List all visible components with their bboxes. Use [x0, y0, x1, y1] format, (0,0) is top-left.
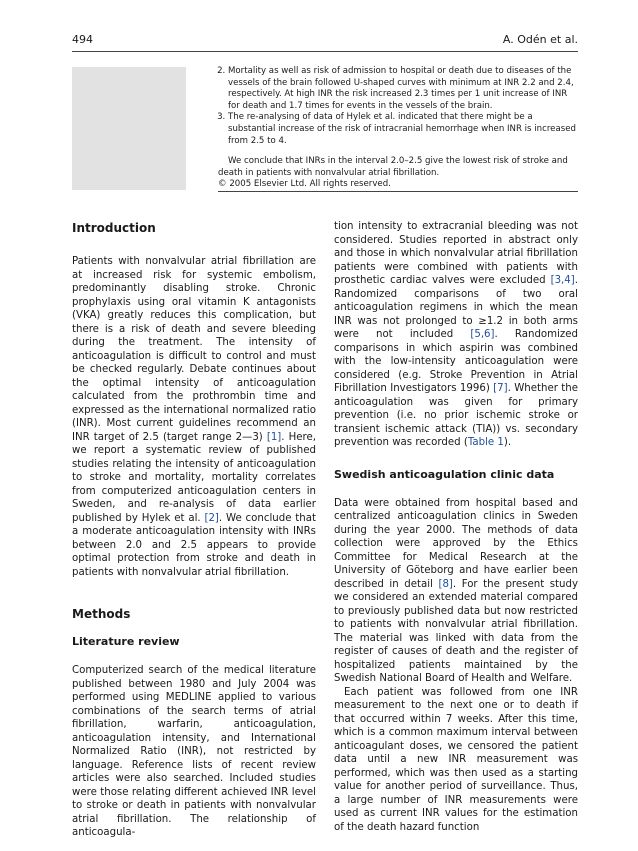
citation-link[interactable]: [8]: [438, 578, 453, 590]
page-number: 494: [72, 33, 93, 46]
introduction-heading: Introduction: [72, 221, 156, 235]
citation-link[interactable]: [7]: [493, 383, 508, 394]
swedish-data-paragraph: Data were obtained from hospital based and centralized anticoagulation clinics in Sweden during the year 2000. The methods of data collection were approved by the Ethics Committee for Medical Research at the University of Göteborg and have earlier been described in detail [8]. For the present study we considered an extended material compared to previously published data but now restricted to patients with nonvalvular atrial fibrillation. The material was linked with data from the register of causes of death and the register of hospitalized patients maintained by the Swedish National Board of Health and Welfare.: [334, 497, 578, 684]
abstract-findings-list: [218, 66, 580, 147]
abstract-item: 2. Mortality as well as risk of admission to hospital or death due to diseases of the vessels of the brain followed U-shaped curves with minimum at INR 2.2 and 2.4, respectively. At high INR the risk increased 2.3 times per 1 unit increase of INR for death and 1.7 times for events in the vessels of the brain.: [228, 66, 580, 112]
left-column: [72, 220, 316, 840]
running-header-authors: A. Odén et al.: [502, 33, 578, 46]
literature-review-paragraph: Computerized search of the medical literature published between 1980 and July 2004 was performed using MEDLINE applied to various combinations of the search terms of atrial fibrillation, warfarin, anticoagulation, anticoagulation intensity, and International Normalized Ratio (INR), not restricted by language. Reference lists of recent review articles were also searched. Included studies were those relating different achieved INR level to stroke or death in patients with nonvalvular atrial fibrillation. The relationship of anticoagula-: [72, 665, 316, 838]
citation-link[interactable]: [2]: [204, 512, 219, 524]
citation-link[interactable]: [3,4]: [550, 275, 575, 286]
literature-review-heading: Literature review: [72, 635, 180, 648]
right-column: [334, 220, 578, 834]
introduction-paragraph: Patients with nonvalvular atrial fibrillation are at increased risk for systemic embolism, predominantly disabling stroke. Chronic prophylaxis using oral vitamin K antagonists (VKA) greatly reduces this complication, but there is a risk of death and severe bleeding during the treatment. The intensity of anticoagulation is difficult to control and must be checked regularly. Debate continues about the optimal intensity of anticoagulation calculated from the prothrombin time and expressed as the international normalized ratio (INR). Most current guidelines recommend an INR target of 2.5 (target range 2—3) [1]. Here, we report a systematic review of published studies relating the intensity of anticoagulation to stroke and mortality, mortality correlates from computerized anticoagulation centers in Sweden, and re-analysis of data earlier published by Hylek et al. [2]. We conclude that a moderate anticoagulation intensity with INRs between 2.0 and 2.5 appears to provide optimal protection from stroke and death in patients with nonvalvular atrial fibrillation.: [72, 256, 316, 578]
abstract-item: 3. The re-analysing of data of Hylek et al. indicated that there might be a substantial increase of the risk of intracranial hemorrhage when INR is increased from 2.5 to 4.: [228, 112, 580, 147]
citation-link[interactable]: [5,6]: [470, 329, 495, 340]
literature-review-continued: tion intensity to extracranial bleeding was not considered. Studies reported in abstract only and those in which nonvalvular atrial fibrillation patients were combined with patients with prosthetic cardiac valves were excluded [3,4]. Randomized comparisons of two oral anticoagulation regimens in which the mean INR was not prolonged to ≥1.2 in both arms were not included [5,6]. Randomized comparisons in which aspirin was combined with the low-intensity anticoagulation were considered (e.g. Stroke Prevention in Atrial Fibrillation Investigators 1996) [7]. Whether the anticoagulation was given for primary prevention (i.e. no prior ischemic stroke or transient ischemic attack (TIA)) vs. secondary prevention was recorded (Table 1).: [334, 221, 578, 448]
copyright: © 2005 Elsevier Ltd. All rights reserved.: [218, 179, 391, 190]
methods-heading: Methods: [72, 607, 131, 621]
swedish-data-paragraph-2: Each patient was followed from one INR measurement to the next one or to death if that occurred within 7 weeks. After this time, which is a common maximum interval between anticoagulant doses, we censored the patient data until a new INR measurement was performed, which was then used as a starting value for another period of surveillance. Thus, a large number of INR measurements were used as current INR values for the estimation of the death hazard function: [334, 686, 578, 833]
swedish-data-heading: Swedish anticoagulation clinic data: [334, 467, 555, 481]
header-rule: [72, 51, 578, 52]
abstract: [218, 66, 580, 191]
abstract-conclusion: We conclude that INRs in the interval 2.0–2.5 give the lowest risk of stroke and death in patients with nonvalvular atrial fibrillation.: [218, 156, 568, 178]
abstract-side-box: [72, 67, 186, 190]
citation-link[interactable]: [1]: [266, 431, 282, 443]
table-link[interactable]: Table 1: [467, 437, 504, 448]
abstract-rule: [218, 191, 578, 192]
